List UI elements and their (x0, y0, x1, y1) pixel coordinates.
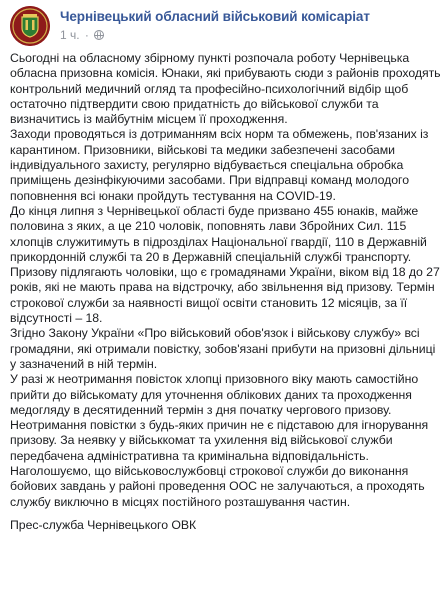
post-paragraph: У разі ж неотримання повісток хлопці призовного віку мають самостійно прийти до військомату для уточнення облікових даних та проходження медогляду в десятиденний термін з дня початку чергового призову. Неотримання повістки з будь-яких причин не є підставою для ігнорування призову. За неявку у військкомат та ухилення від військової служби передбачена адміністративна та кримінальна відповідальність. Наголошуємо, що військовослужбовці строкової служби до виконання бойових завдань у районі проведення ООС не залучаються, а проходять службу виключно в місцях постійного розташування частин. (10, 372, 429, 509)
post-paragraph: Призову підлягають чоловіки, що є громадянами України, віком від 18 до 27 років, які не мають права на відстрочку, або звільнення від призову. Термін строкової служби за наявності вищої освіти становить 12 місяців, за її відсутності – 18. (10, 265, 440, 326)
post-meta: 1 ч. · (60, 28, 104, 42)
post-paragraph: Заходи проводяться із дотриманням всіх норм та обмежень, пов'язаних із карантином. Призовники, військові та медики забезпечені засобами індивідуального захисту, регулярно відбувається спеціальна обробка приміщень дезінфікуючими засобами. При відправці команд молодого поповнення всі юнаки пройдуть тестування на COVID-19. (10, 127, 429, 203)
post-paragraph: До кінця липня з Чернівецької області буде призвано 455 юнаків, майже половина з яких, а це 210 чоловік, поповнять лави Збройних Сил. 115 хлопців служитимуть в підрозділах Національної гвардії, 110 в Державній прикордонній службі та 20 в Державній спеціальній службі транспорту. (10, 203, 427, 264)
post-body (10, 51, 442, 533)
post-header (10, 6, 440, 46)
post-signature: Прес-служба Чернівецького ОВК (10, 517, 197, 532)
globe-icon[interactable] (94, 30, 104, 40)
post-paragraph: Сьогодні на обласному збірному пункті розпочала роботу Чернівецька обласна призовна комісія. Юнаки, які прибувають сюди з районів проходять контрольний медичний огляд та професійно-психологічний відбір щоб остаточно підтвердити свою придатність до військової служби та визначитись із майбутнім місцем її проходження. (10, 51, 441, 127)
page-name-link[interactable]: Чернівецький обласний військовий комісаріат (60, 9, 370, 24)
page-avatar[interactable] (10, 6, 50, 46)
post-paragraph: Згідно Закону України «Про військовий обов'язок і військову службу» всі громадяни, які отримали повістку, зобов'язані прибути на призовні дільниці у зазначений в ній термін. (10, 326, 436, 371)
coat-of-arms-icon (10, 6, 50, 46)
post-timestamp[interactable]: 1 ч. (60, 28, 80, 42)
